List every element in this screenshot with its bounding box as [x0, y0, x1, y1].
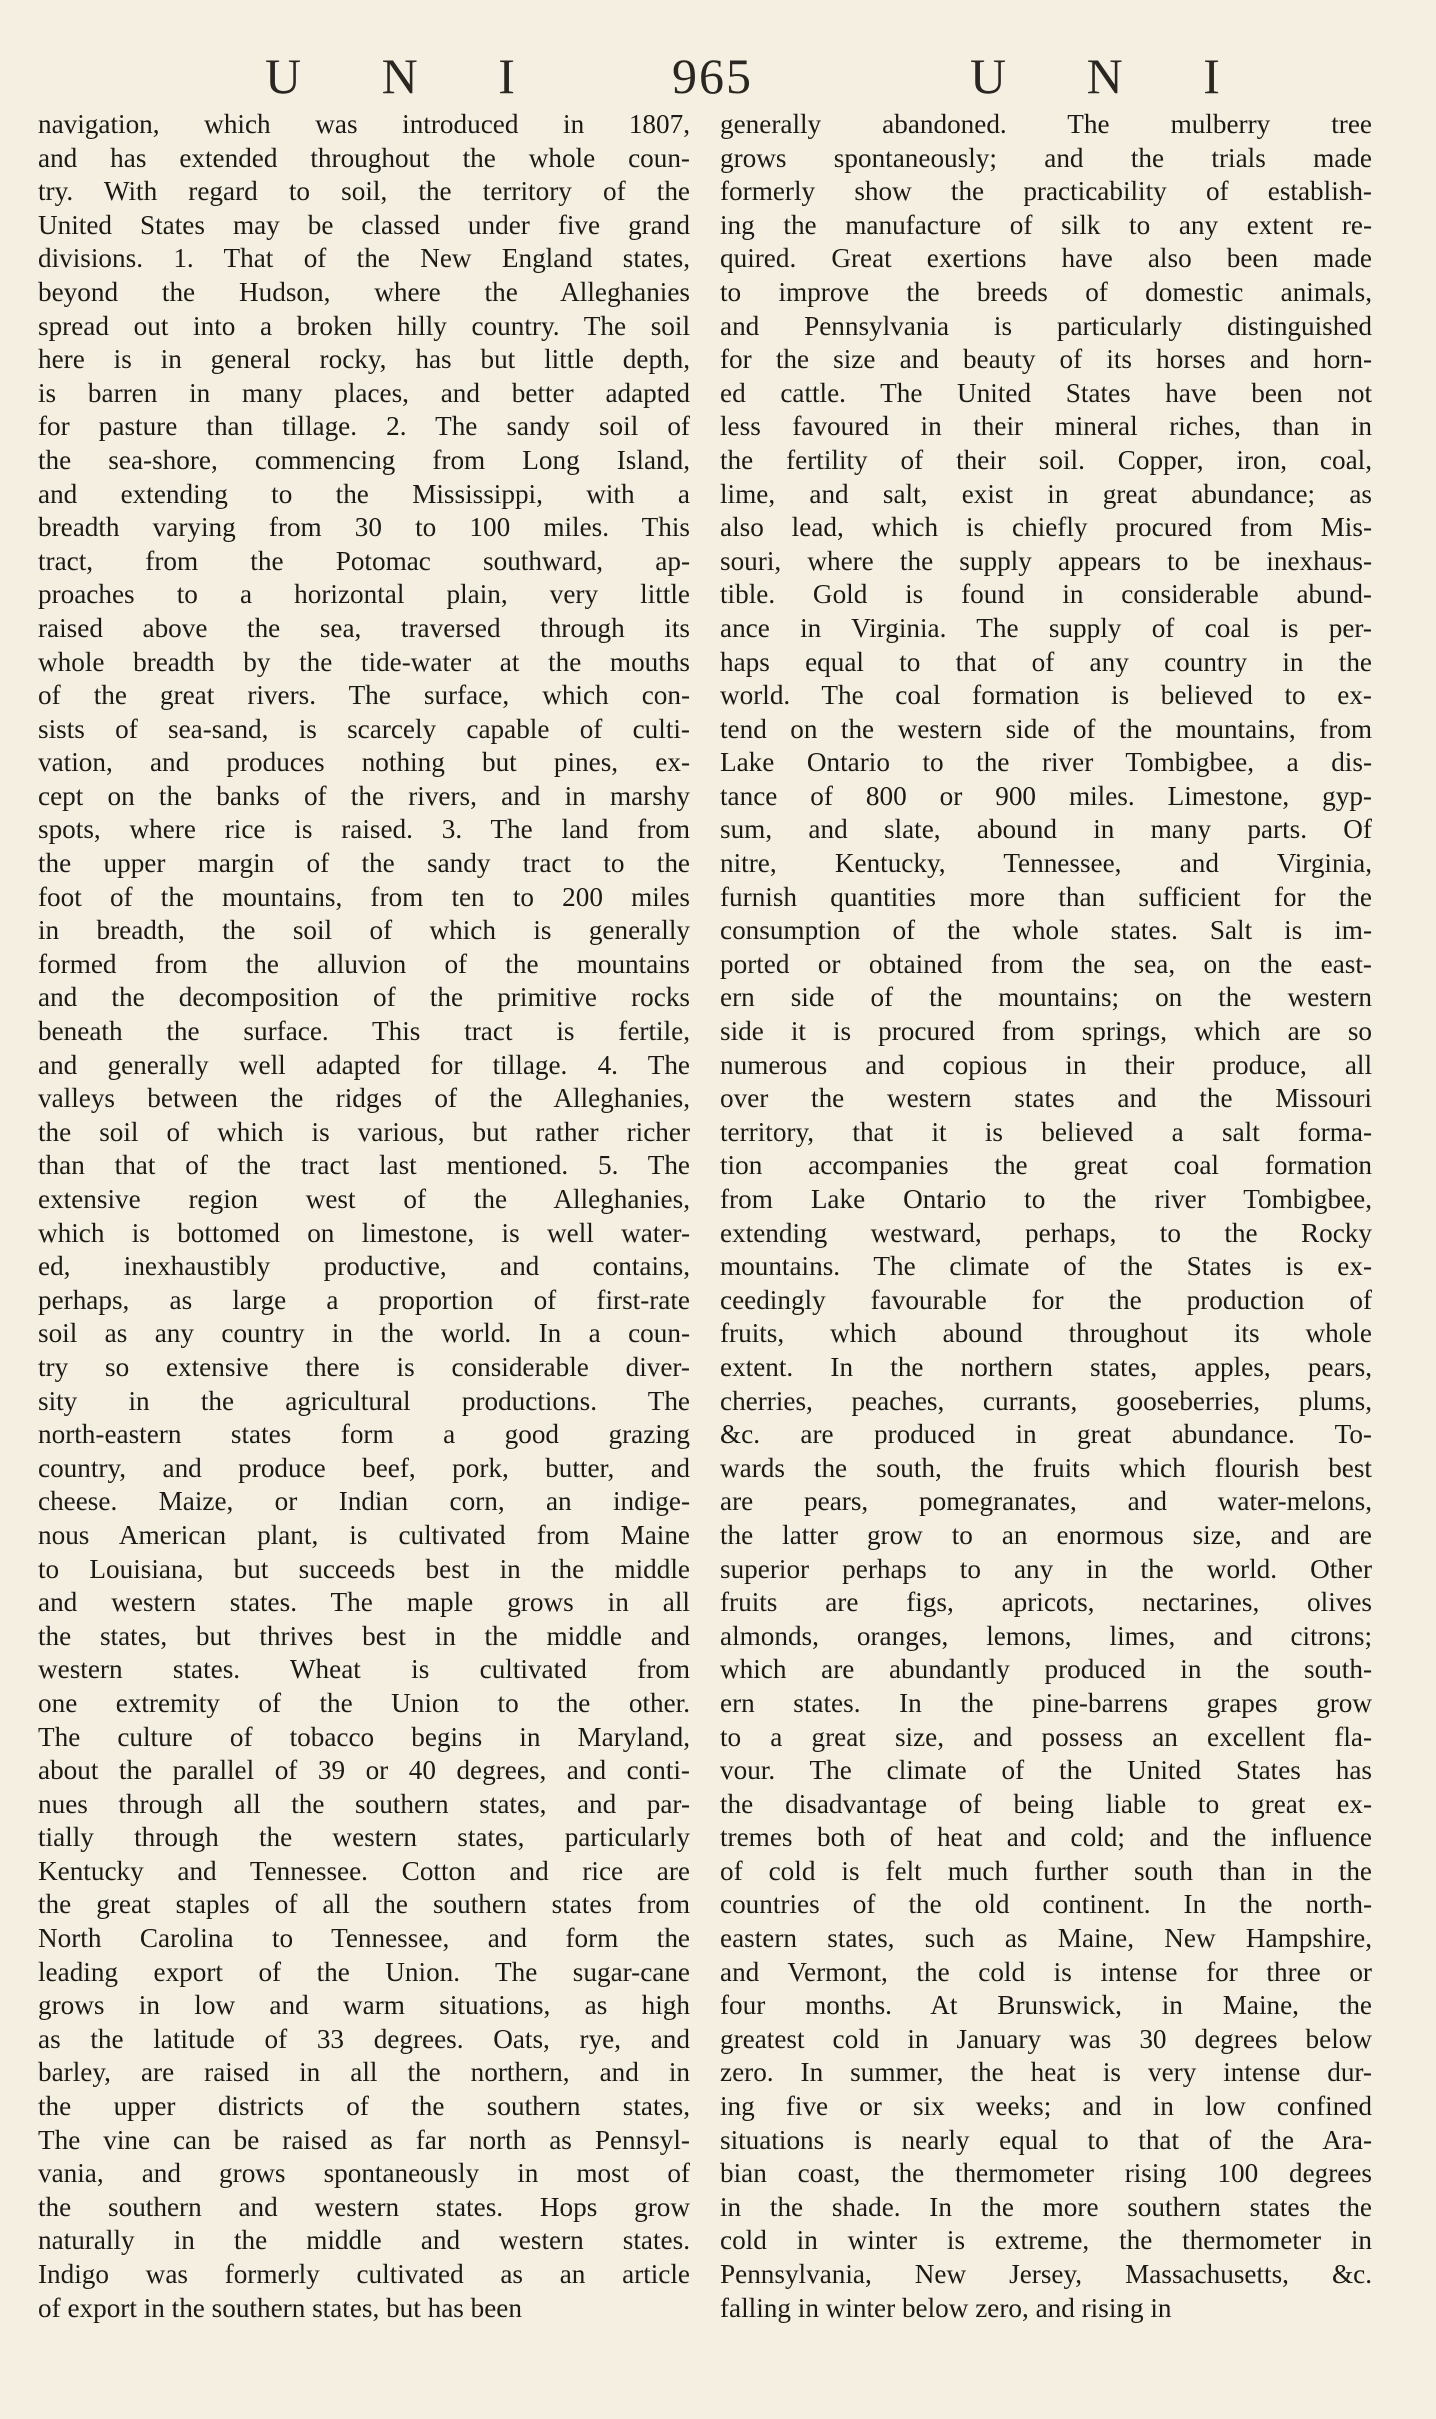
text-line: in breadth, the soil of which is generally — [38, 915, 690, 946]
text-line: ed, inexhaustibly productive, and contains, — [38, 1251, 690, 1282]
text-line: as the latitude of 33 degrees. Oats, rye, and — [38, 2023, 690, 2054]
text-line: cold in winter is extreme, the thermometer in — [720, 2225, 1372, 2256]
text-line: which are abundantly produced in the south- — [720, 1654, 1372, 1685]
text-line: generally abandoned. The mulberry tree — [720, 109, 1372, 139]
text-line: vation, and produces nothing but pines, ex- — [38, 747, 690, 778]
text-line: nous American plant, is cultivated from Maine — [38, 1519, 690, 1550]
left-text-column — [38, 108, 690, 2325]
text-line: beyond the Hudson, where the Alleghanies — [38, 276, 690, 307]
text-line: and Pennsylvania is particularly distinguished — [720, 310, 1372, 341]
text-line: falling in winter below zero, and rising in — [720, 2292, 1172, 2323]
text-line: raised above the sea, traversed through its — [38, 612, 690, 643]
text-line: formed from the alluvion of the mountains — [38, 948, 690, 979]
text-line: Pennsylvania, New Jersey, Massachusetts, &c. — [720, 2259, 1372, 2289]
text-line: ance in Virginia. The supply of coal is per- — [720, 612, 1372, 643]
text-line: grows spontaneously; and the trials made — [720, 142, 1372, 173]
text-line: are pears, pomegranates, and water-melons, — [720, 1486, 1372, 1517]
text-line: zero. In summer, the heat is very intense dur- — [720, 2057, 1372, 2088]
text-line: greatest cold in January was 30 degrees below — [720, 2023, 1372, 2054]
text-line: territory, that it is believed a salt forma- — [720, 1116, 1372, 1147]
text-line: here is in general rocky, has but little depth, — [38, 344, 690, 375]
text-line: foot of the mountains, from ten to 200 miles — [38, 881, 690, 912]
text-line: four months. At Brunswick, in Maine, the — [720, 1990, 1372, 2021]
text-line: barley, are raised in all the northern, and in — [38, 2057, 690, 2088]
text-line: the states, but thrives best in the middle and — [38, 1620, 690, 1651]
text-line: perhaps, as large a proportion of first-rate — [38, 1284, 690, 1315]
text-line: breadth varying from 30 to 100 miles. This — [38, 512, 690, 543]
text-line: ern side of the mountains; on the western — [720, 982, 1372, 1013]
text-line: one extremity of the Union to the other. — [38, 1687, 690, 1718]
text-line: world. The coal formation is believed to ex- — [720, 680, 1372, 711]
text-line: naturally in the middle and western states. — [38, 2225, 690, 2256]
text-line: vania, and grows spontaneously in most of — [38, 2158, 690, 2189]
text-line: valleys between the ridges of the Alleghanies, — [38, 1083, 690, 1114]
text-line: is barren in many places, and better adapted — [38, 377, 690, 408]
text-line: the sea-shore, commencing from Long Island, — [38, 444, 690, 475]
text-line: cherries, peaches, currants, gooseberries, plums, — [720, 1385, 1372, 1416]
text-line: &c. are produced in great abundance. To- — [720, 1419, 1372, 1450]
text-line: quired. Great exertions have also been made — [720, 243, 1372, 274]
text-line: sum, and slate, abound in many parts. Of — [720, 814, 1372, 845]
text-line: whole breadth by the tide-water at the mouths — [38, 646, 690, 677]
text-line: extent. In the northern states, apples, pears, — [720, 1351, 1372, 1382]
text-line: the latter grow to an enormous size, and are — [720, 1519, 1372, 1550]
text-line: divisions. 1. That of the New England states, — [38, 243, 690, 274]
text-line: also lead, which is chiefly procured from Mis- — [720, 512, 1372, 543]
text-line: ed cattle. The United States have been not — [720, 377, 1372, 408]
running-header — [0, 46, 1436, 106]
text-line: wards the south, the fruits which flourish best — [720, 1452, 1372, 1483]
text-line: and western states. The maple grows in all — [38, 1587, 690, 1618]
text-line: Indigo was formerly cultivated as an article — [38, 2259, 690, 2289]
text-line: tend on the western side of the mountains, from — [720, 713, 1372, 744]
text-line: for pasture than tillage. 2. The sandy soil of — [38, 411, 690, 442]
text-line: of export in the southern states, but has been — [38, 2292, 522, 2323]
text-line: the great staples of all the southern states from — [38, 1889, 690, 1920]
text-line: eastern states, such as Maine, New Hampshire, — [720, 1923, 1372, 1954]
text-line: ern states. In the pine-barrens grapes grow — [720, 1687, 1372, 1718]
text-line: situations is nearly equal to that of the Ara- — [720, 2124, 1372, 2155]
text-line: The vine can be raised as far north as Pennsyl- — [38, 2124, 690, 2155]
text-line: ported or obtained from the sea, on the east- — [720, 948, 1372, 979]
text-line: countries of the old continent. In the north- — [720, 1889, 1372, 1920]
text-line: tremes both of heat and cold; and the influence — [720, 1822, 1372, 1853]
text-line: tially through the western states, particularly — [38, 1822, 690, 1853]
text-line: bian coast, the thermometer rising 100 degrees — [720, 2158, 1372, 2189]
right-text-column — [720, 108, 1372, 2325]
text-line: and extending to the Mississippi, with a — [38, 478, 690, 509]
text-line: souri, where the supply appears to be inexhaus- — [720, 545, 1372, 576]
text-line: to improve the breeds of domestic animals, — [720, 276, 1372, 307]
text-line: side it is procured from springs, which are so — [720, 1016, 1372, 1047]
text-line: tract, from the Potomac southward, ap- — [38, 545, 690, 576]
text-line: for the size and beauty of its horses and horn- — [720, 344, 1372, 375]
text-line: Kentucky and Tennessee. Cotton and rice are — [38, 1855, 690, 1886]
text-line: country, and produce beef, pork, butter, and — [38, 1452, 690, 1483]
text-line: formerly show the practicability of establish- — [720, 176, 1372, 207]
text-line: tible. Gold is found in considerable abund- — [720, 579, 1372, 610]
text-line: United States may be classed under five grand — [38, 209, 690, 240]
text-line: grows in low and warm situations, as high — [38, 1990, 690, 2021]
text-line: about the parallel of 39 or 40 degrees, and conti- — [38, 1755, 690, 1786]
text-line: proaches to a horizontal plain, very little — [38, 579, 690, 610]
text-line: extending westward, perhaps, to the Rocky — [720, 1217, 1372, 1248]
text-line: over the western states and the Missouri — [720, 1083, 1372, 1114]
text-line: superior perhaps to any in the world. Other — [720, 1553, 1372, 1584]
text-line: to a great size, and possess an excellent fla- — [720, 1721, 1372, 1752]
text-line: consumption of the whole states. Salt is im- — [720, 915, 1372, 946]
text-line: and generally well adapted for tillage. 4. The — [38, 1049, 690, 1080]
text-line: The culture of tobacco begins in Maryland, — [38, 1721, 690, 1752]
text-line: try so extensive there is considerable diver- — [38, 1351, 690, 1382]
text-line: and Vermont, the cold is intense for three or — [720, 1956, 1372, 1987]
text-line: sists of sea-sand, is scarcely capable of culti- — [38, 713, 690, 744]
text-line: vour. The climate of the United States has — [720, 1755, 1372, 1786]
text-line: fruits are figs, apricots, nectarines, olives — [720, 1587, 1372, 1618]
text-line: mountains. The climate of the States is ex- — [720, 1251, 1372, 1282]
text-line: which is bottomed on limestone, is well water- — [38, 1217, 690, 1248]
text-line: ing five or six weeks; and in low confined — [720, 2091, 1372, 2122]
text-line: in the shade. In the more southern states the — [720, 2191, 1372, 2222]
text-line: spread out into a broken hilly country. The soil — [38, 310, 690, 341]
text-line: cept on the banks of the rivers, and in marshy — [38, 780, 690, 811]
text-line: leading export of the Union. The sugar-cane — [38, 1956, 690, 1987]
text-line: the disadvantage of being liable to great ex- — [720, 1788, 1372, 1819]
text-line: fruits, which abound throughout its whole — [720, 1318, 1372, 1349]
text-line: nitre, Kentucky, Tennessee, and Virginia, — [720, 848, 1372, 879]
text-line: lime, and salt, exist in great abundance; as — [720, 478, 1372, 509]
text-line: ceedingly favourable for the production of — [720, 1284, 1372, 1315]
text-line: north-eastern states form a good grazing — [38, 1419, 690, 1450]
text-line: haps equal to that of any country in the — [720, 646, 1372, 677]
text-line: extensive region west of the Alleghanies, — [38, 1184, 690, 1214]
text-line: furnish quantities more than sufficient for the — [720, 881, 1372, 912]
text-line: to Louisiana, but succeeds best in the middle — [38, 1553, 690, 1584]
text-line: North Carolina to Tennessee, and form the — [38, 1923, 690, 1954]
text-line: less favoured in their mineral riches, than in — [720, 411, 1372, 442]
text-line: the southern and western states. Hops grow — [38, 2191, 690, 2222]
text-line: Lake Ontario to the river Tombigbee, a dis- — [720, 747, 1372, 778]
text-line: ing the manufacture of silk to any extent re- — [720, 209, 1372, 240]
text-line: soil as any country in the world. In a coun- — [38, 1318, 690, 1349]
text-line: the upper districts of the southern states, — [38, 2091, 690, 2122]
text-line: navigation, which was introduced in 1807, — [38, 109, 690, 139]
text-line: nues through all the southern states, and par- — [38, 1788, 690, 1819]
header-right-word: U N I — [970, 48, 1254, 104]
text-line: try. With regard to soil, the territory of the — [38, 176, 690, 207]
text-line: sity in the agricultural productions. The — [38, 1385, 690, 1416]
text-line: spots, where rice is raised. 3. The land from — [38, 814, 690, 845]
text-line: and the decomposition of the primitive rocks — [38, 982, 690, 1013]
text-line: beneath the surface. This tract is fertile, — [38, 1016, 690, 1047]
page-number: 965 — [672, 48, 753, 104]
text-line: than that of the tract last mentioned. 5. The — [38, 1150, 690, 1181]
text-line: of the great rivers. The surface, which con- — [38, 680, 690, 711]
text-line: and has extended throughout the whole coun- — [38, 142, 690, 173]
text-line: tion accompanies the great coal formation — [720, 1150, 1372, 1181]
text-line: the upper margin of the sandy tract to the — [38, 848, 690, 879]
text-line: tance of 800 or 900 miles. Limestone, gyp- — [720, 780, 1372, 811]
text-line: almonds, oranges, lemons, limes, and citrons; — [720, 1620, 1372, 1651]
text-line: of cold is felt much further south than in the — [720, 1855, 1372, 1886]
text-line: cheese. Maize, or Indian corn, an indige- — [38, 1486, 690, 1517]
text-line: the soil of which is various, but rather richer — [38, 1116, 690, 1147]
text-line: numerous and copious in their produce, all — [720, 1049, 1372, 1080]
text-line: the fertility of their soil. Copper, iron, coal, — [720, 444, 1372, 475]
text-line: western states. Wheat is cultivated from — [38, 1654, 690, 1685]
text-line: from Lake Ontario to the river Tombigbee, — [720, 1184, 1372, 1214]
header-left-word: U N I — [265, 48, 549, 104]
